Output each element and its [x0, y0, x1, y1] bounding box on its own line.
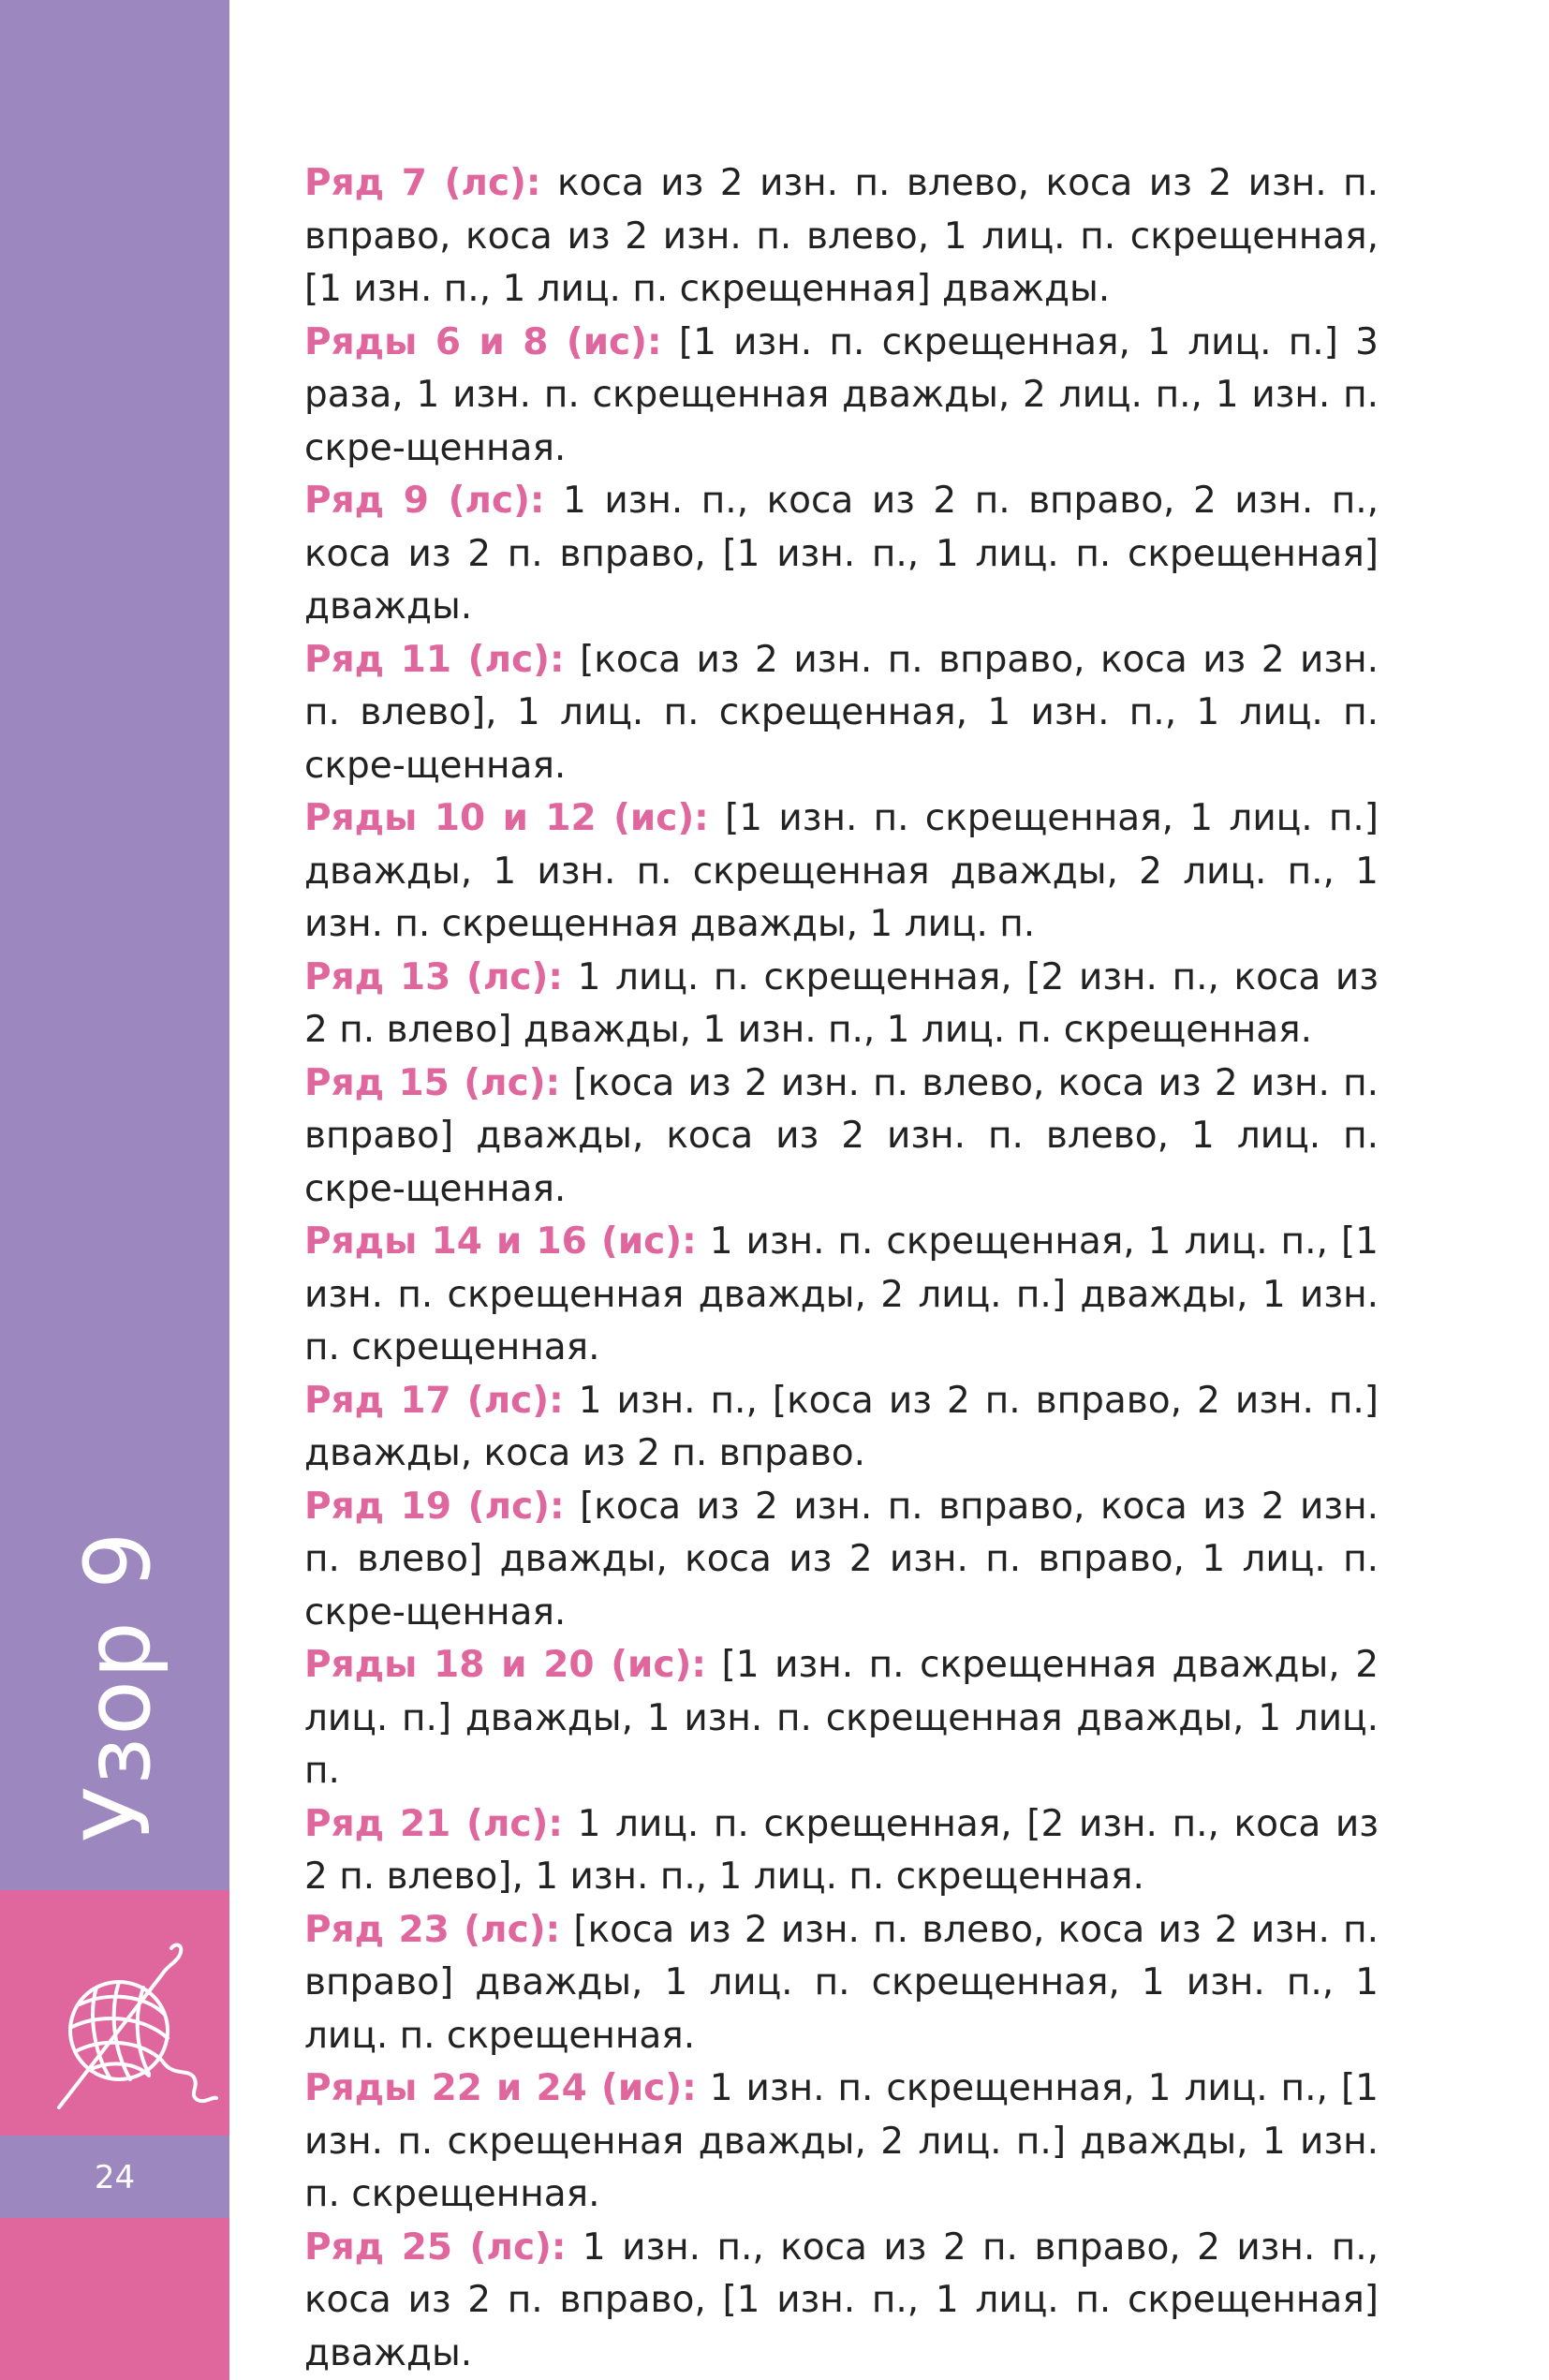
- row-text: [коса из 2 изн. п. вправо, коса из 2 изн. п. влево], 1 лиц. п. скрещенная, 1 изн. п., 1 лиц. п. скре-щенная.: [304, 638, 1379, 787]
- row-label: Ряд 9 (лс):: [304, 480, 545, 522]
- row-label: Ряд 17 (лс):: [304, 1379, 564, 1422]
- sidebar-bottom-band: [0, 2218, 229, 2380]
- row-label: Ряды 18 и 20 (ис):: [304, 1644, 706, 1686]
- pattern-row: [304, 1216, 1379, 1375]
- row-text: 1 изн. п., коса из 2 п. вправо, 2 изн. п., коса из 2 п. вправо, [1 изн. п., 1 лиц. п. скрещенная] дважды.: [304, 2225, 1379, 2374]
- sidebar: [0, 0, 229, 2380]
- pattern-instructions: [304, 157, 1379, 2380]
- pattern-row: [304, 1904, 1379, 2063]
- row-label: Ряды 10 и 12 (ис):: [304, 797, 709, 839]
- pattern-row: [304, 952, 1379, 1057]
- row-label: Ряды 14 и 16 (ис):: [304, 1220, 697, 1263]
- row-text: 1 изн. п. скрещенная, 1 лиц. п., [1 изн. п. скрещенная дважды, 2 лиц. п.] дважды, 1 изн. п. скрещенная.: [304, 2067, 1379, 2215]
- pattern-row: [304, 317, 1379, 476]
- pattern-row: [304, 1375, 1379, 1481]
- row-label: Ряды 22 и 24 (ис):: [304, 2067, 697, 2109]
- row-text: [1 изн. п. скрещенная дважды, 2 лиц. п.] дважды, 1 изн. п. скрещенная дважды, 1 лиц. п.: [304, 1644, 1379, 1792]
- pattern-row: [304, 475, 1379, 634]
- row-label: Ряд 15 (лс):: [304, 1061, 561, 1104]
- row-text: [коса из 2 изн. п. влево, коса из 2 изн. п. вправо] дважды, 1 лиц. п. скрещенная, 1 изн. п., 1 лиц. п. скрещенная.: [304, 1908, 1379, 2057]
- row-text: [1 изн. п. скрещенная, 1 лиц. п.] дважды, 1 изн. п. скрещенная дважды, 2 лиц. п., 1 изн. п. скрещенная дважды, 1 лиц. п.: [304, 797, 1379, 945]
- row-text: коса из 2 изн. п. влево, коса из 2 изн. п. вправо, коса из 2 изн. п. влево, 1 лиц. п. скрещенная, [1 изн. п., 1 лиц. п. скрещенная] дважды.: [304, 162, 1379, 310]
- pattern-row: [304, 1639, 1379, 1798]
- row-text: 1 изн. п. скрещенная, 1 лиц. п., [1 изн. п. скрещенная дважды, 2 лиц. п.] дважды, 1 изн. п. скрещенная.: [304, 1220, 1379, 1368]
- pattern-row: [304, 2062, 1379, 2222]
- pattern-row: [304, 2222, 1379, 2380]
- row-label: Ряд 25 (лс):: [304, 2225, 567, 2269]
- pattern-row: [304, 157, 1379, 317]
- row-label: Ряд 11 (лс):: [304, 638, 565, 681]
- page-number: 24: [94, 2159, 136, 2196]
- row-text: [коса из 2 изн. п. влево, коса из 2 изн. п. вправо] дважды, коса из 2 изн. п. влево, 1 лиц. п. скре-щенная.: [304, 1061, 1379, 1210]
- row-label: Ряды 6 и 8 (ис):: [304, 320, 662, 363]
- pattern-row: [304, 792, 1379, 952]
- row-text: [1 изн. п. скрещенная, 1 лиц. п.] 3 раза, 1 изн. п. скрещенная дважды, 2 лиц. п., 1 изн. п. скре-щенная.: [304, 320, 1379, 469]
- pattern-row: [304, 1798, 1379, 1904]
- row-text: [коса из 2 изн. п. вправо, коса из 2 изн. п. влево] дважды, коса из 2 изн. п. вправо, 1 лиц. п. скре-щенная.: [304, 1485, 1379, 1633]
- row-label: Ряд 19 (лс):: [304, 1485, 565, 1528]
- row-label: Ряд 23 (лс):: [304, 1908, 561, 1951]
- row-text: 1 изн. п., [коса из 2 п. вправо, 2 изн. п.] дважды, коса из 2 п. вправо.: [304, 1379, 1379, 1474]
- row-label: Ряд 21 (лс):: [304, 1802, 563, 1845]
- section-title: Узор 9: [66, 1530, 170, 1842]
- row-text: 1 лиц. п. скрещенная, [2 изн. п., коса из 2 п. влево] дважды, 1 изн. п., 1 лиц. п. скрещенная.: [304, 955, 1379, 1051]
- row-text: 1 изн. п., коса из 2 п. вправо, 2 изн. п., коса из 2 п. вправо, [1 изн. п., 1 лиц. п. скрещенная] дважды.: [304, 480, 1379, 628]
- yarn-ball-crochet-hook-icon: [52, 1937, 220, 2115]
- pattern-row: [304, 1057, 1379, 1217]
- row-label: Ряд 13 (лс):: [304, 955, 563, 998]
- row-label: Ряд 7 (лс):: [304, 162, 541, 204]
- row-text: 1 лиц. п. скрещенная, [2 изн. п., коса из 2 п. влево], 1 изн. п., 1 лиц. п. скрещенная.: [304, 1802, 1379, 1898]
- pattern-row: [304, 1481, 1379, 1640]
- pattern-row: [304, 634, 1379, 793]
